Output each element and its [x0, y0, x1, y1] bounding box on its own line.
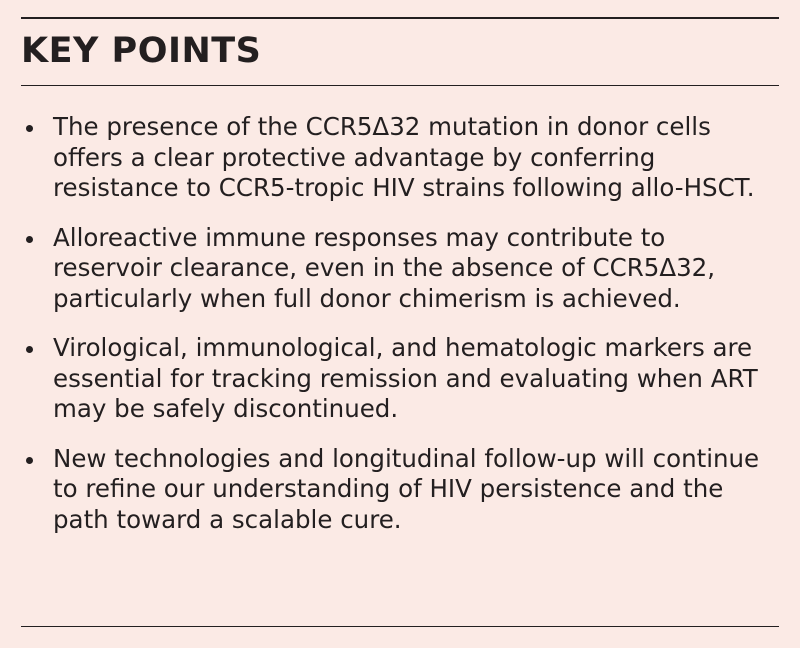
- key-point-item: [21, 112, 779, 204]
- box-heading: KEY POINTS: [21, 31, 262, 71]
- bullet-icon: [26, 346, 33, 353]
- key-point-item: [21, 223, 779, 315]
- top-rule: [21, 17, 779, 19]
- bullet-icon: [26, 236, 33, 243]
- bullet-icon: [26, 125, 33, 132]
- key-point-text: Alloreactive immune responses may contribute to reservoir clearance, even in the absence of CCR5Δ32, particularly when full donor chimerism is achieved.: [53, 222, 716, 313]
- key-point-text: New technologies and longitudinal follow-up will continue to refine our understanding of HIV persistence and the path toward a scalable cure.: [53, 443, 760, 534]
- key-point-item: [21, 444, 779, 536]
- bullet-icon: [26, 457, 33, 464]
- key-point-text: Virological, immunological, and hematologic markers are essential for tracking remission and evaluating when ART may be safely discontinued.: [53, 333, 758, 423]
- key-points-list: [21, 112, 779, 554]
- heading-divider: [21, 85, 779, 86]
- key-point-item: [21, 333, 779, 425]
- bottom-rule: [21, 626, 779, 627]
- key-point-text: The presence of the CCR5Δ32 mutation in donor cells offers a clear protective advantage by conferring resistance to CCR5-tropic HIV strains following allo-HSCT.: [53, 112, 755, 202]
